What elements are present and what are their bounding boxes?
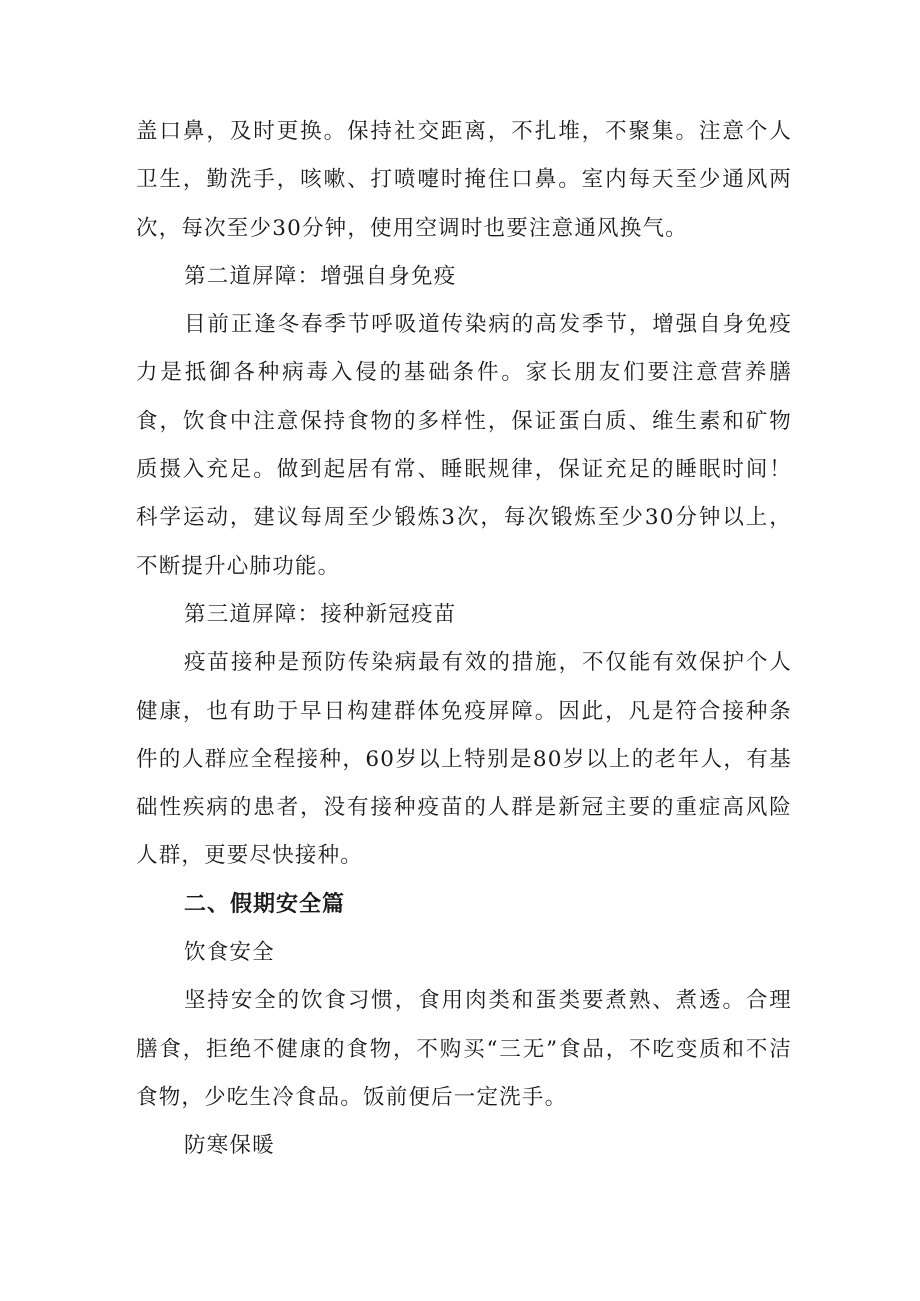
paragraph-vaccination: 疫苗接种是预防传染病最有效的措施，不仅能有效保护个人健康，也有助于早日构建群体免疫屏障。因此，凡是符合接种条件的人群应全程接种，60岁以上特别是80岁以上的老年人，有基础性疾病的患者，没有接种疫苗的人群是新冠主要的重症高风险人群，更要尽快接种。 (136, 650, 792, 869)
heading-second-barrier: 第二道屏障：增强自身免疫 (184, 263, 457, 289)
paragraph-food-safety: 坚持安全的饮食习惯，食用肉类和蛋类要煮熟、煮透。合理膳食，拒绝不健康的食物，不购买“三无”食品，不吃变质和不洁食物，少吃生冷食品。饭前便后一定洗手。 (136, 988, 792, 1110)
section-title-holiday-safety: 二、假期安全篇 (184, 891, 346, 917)
paragraph-ventilation: 盖口鼻，及时更换。保持社交距离，不扎堆，不聚集。注意个人卫生，勤洗手，咳嗽、打喷嚏时掩住口鼻。室内每天至少通风两次，每次至少30分钟，使用空调时也要注意通风换气。 (136, 119, 792, 241)
heading-third-barrier: 第三道屏障：接种新冠疫苗 (184, 601, 457, 627)
document-body (136, 108, 792, 1171)
heading-keep-warm: 防寒保暖 (184, 1133, 275, 1159)
paragraph-immunity: 目前正逢冬春季节呼吸道传染病的高发季节，增强自身免疫力是抵御各种病毒入侵的基础条件。家长朋友们要注意营养膳食，饮食中注意保持食物的多样性，保证蛋白质、维生素和矿物质摄入充足。做到起居有常、睡眠规律，保证充足的睡眠时间！科学运动，建议每周至少锻炼3次，每次锻炼至少30分钟以上，不断提升心肺功能。 (136, 312, 792, 579)
heading-food-safety: 饮食安全 (184, 940, 275, 966)
